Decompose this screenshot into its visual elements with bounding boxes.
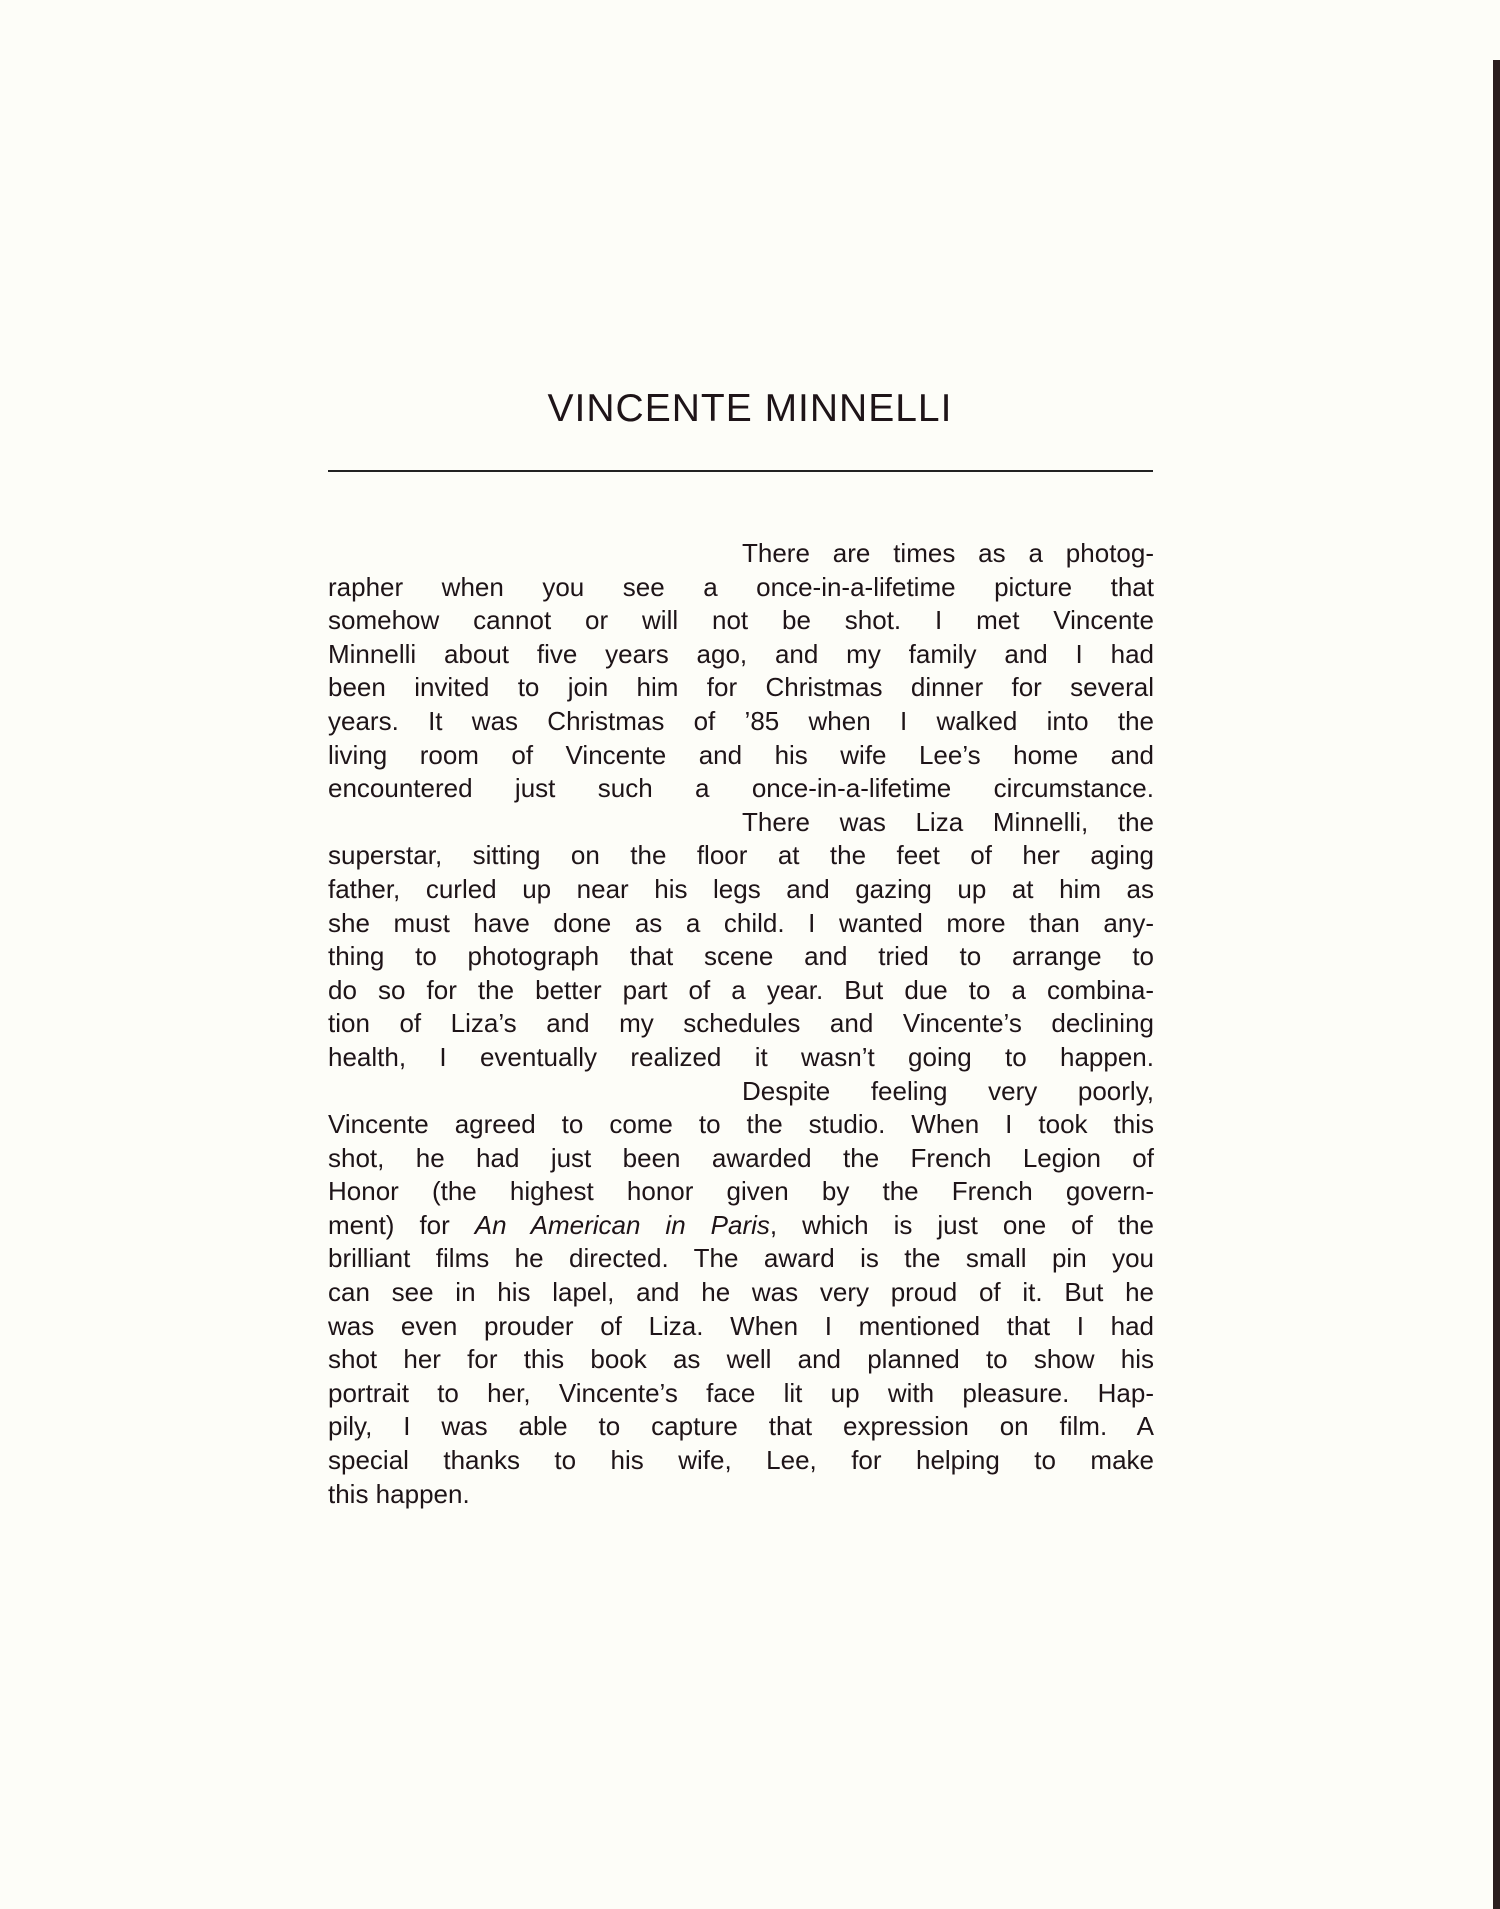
text-line: brilliant films he directed. The award is the small pin you: [328, 1243, 1154, 1274]
text-line: father, curled up near his legs and gazing up at him as: [328, 873, 1154, 904]
text-line: do so for the better part of a year. But due to a combina-: [328, 974, 1154, 1005]
text-segment: ment) for: [328, 1209, 475, 1240]
text-line: Despite feeling very poorly,: [742, 1075, 1154, 1106]
text-line-with-film-title: [328, 1209, 1154, 1243]
text-line: pily, I was able to capture that expression on film. A: [328, 1411, 1154, 1442]
text-line: There are times as a photog-: [742, 538, 1154, 568]
text-line: somehow cannot or will not be shot. I met Vincente: [328, 605, 1154, 636]
text-line: encountered just such a once-in-a-lifetime circumstance.: [328, 773, 1154, 804]
text-line: rapher when you see a once-in-a-lifetime picture that: [328, 571, 1154, 602]
text-line: Minnelli about five years ago, and my family and I had: [328, 638, 1154, 669]
text-line: health, I eventually realized it wasn’t going to happen.: [328, 1041, 1154, 1072]
text-segment: , which is just one of the: [769, 1209, 1155, 1240]
text-line: living room of Vincente and his wife Lee’s home and: [328, 739, 1154, 770]
text-line: superstar, sitting on the floor at the feet of her aging: [328, 840, 1154, 871]
text-line: thing to photograph that scene and tried to arrange to: [328, 941, 1154, 972]
text-line: Honor (the highest honor given by the French govern-: [328, 1176, 1154, 1207]
text-line: can see in his lapel, and he was very proud of it. But he: [328, 1277, 1154, 1308]
page-title: VINCENTE MINNELLI: [547, 387, 953, 430]
film-title: An American in Paris: [474, 1209, 770, 1240]
text-line: There was Liza Minnelli, the: [742, 806, 1154, 837]
article-body: [328, 537, 1154, 1511]
title-rule-divider: [328, 470, 1153, 472]
text-line: shot, he had just been awarded the French Legion of: [328, 1142, 1154, 1173]
text-line: tion of Liza’s and my schedules and Vincente’s declining: [328, 1008, 1154, 1039]
text-line: was even prouder of Liza. When I mentioned that I had: [328, 1310, 1154, 1341]
text-line: been invited to join him for Christmas dinner for several: [328, 672, 1154, 703]
text-line: special thanks to his wife, Lee, for helping to make: [328, 1445, 1154, 1476]
text-line: this happen.: [328, 1478, 470, 1509]
text-line: she must have done as a child. I wanted more than any-: [328, 907, 1154, 938]
text-line: portrait to her, Vincente’s face lit up with pleasure. Hap-: [328, 1377, 1154, 1408]
page-edge-shadow: [1493, 60, 1500, 1909]
text-line: years. It was Christmas of ’85 when I walked into the: [328, 705, 1154, 736]
text-line: shot her for this book as well and planned to show his: [328, 1344, 1154, 1375]
text-line: Vincente agreed to come to the studio. When I took this: [328, 1109, 1154, 1140]
